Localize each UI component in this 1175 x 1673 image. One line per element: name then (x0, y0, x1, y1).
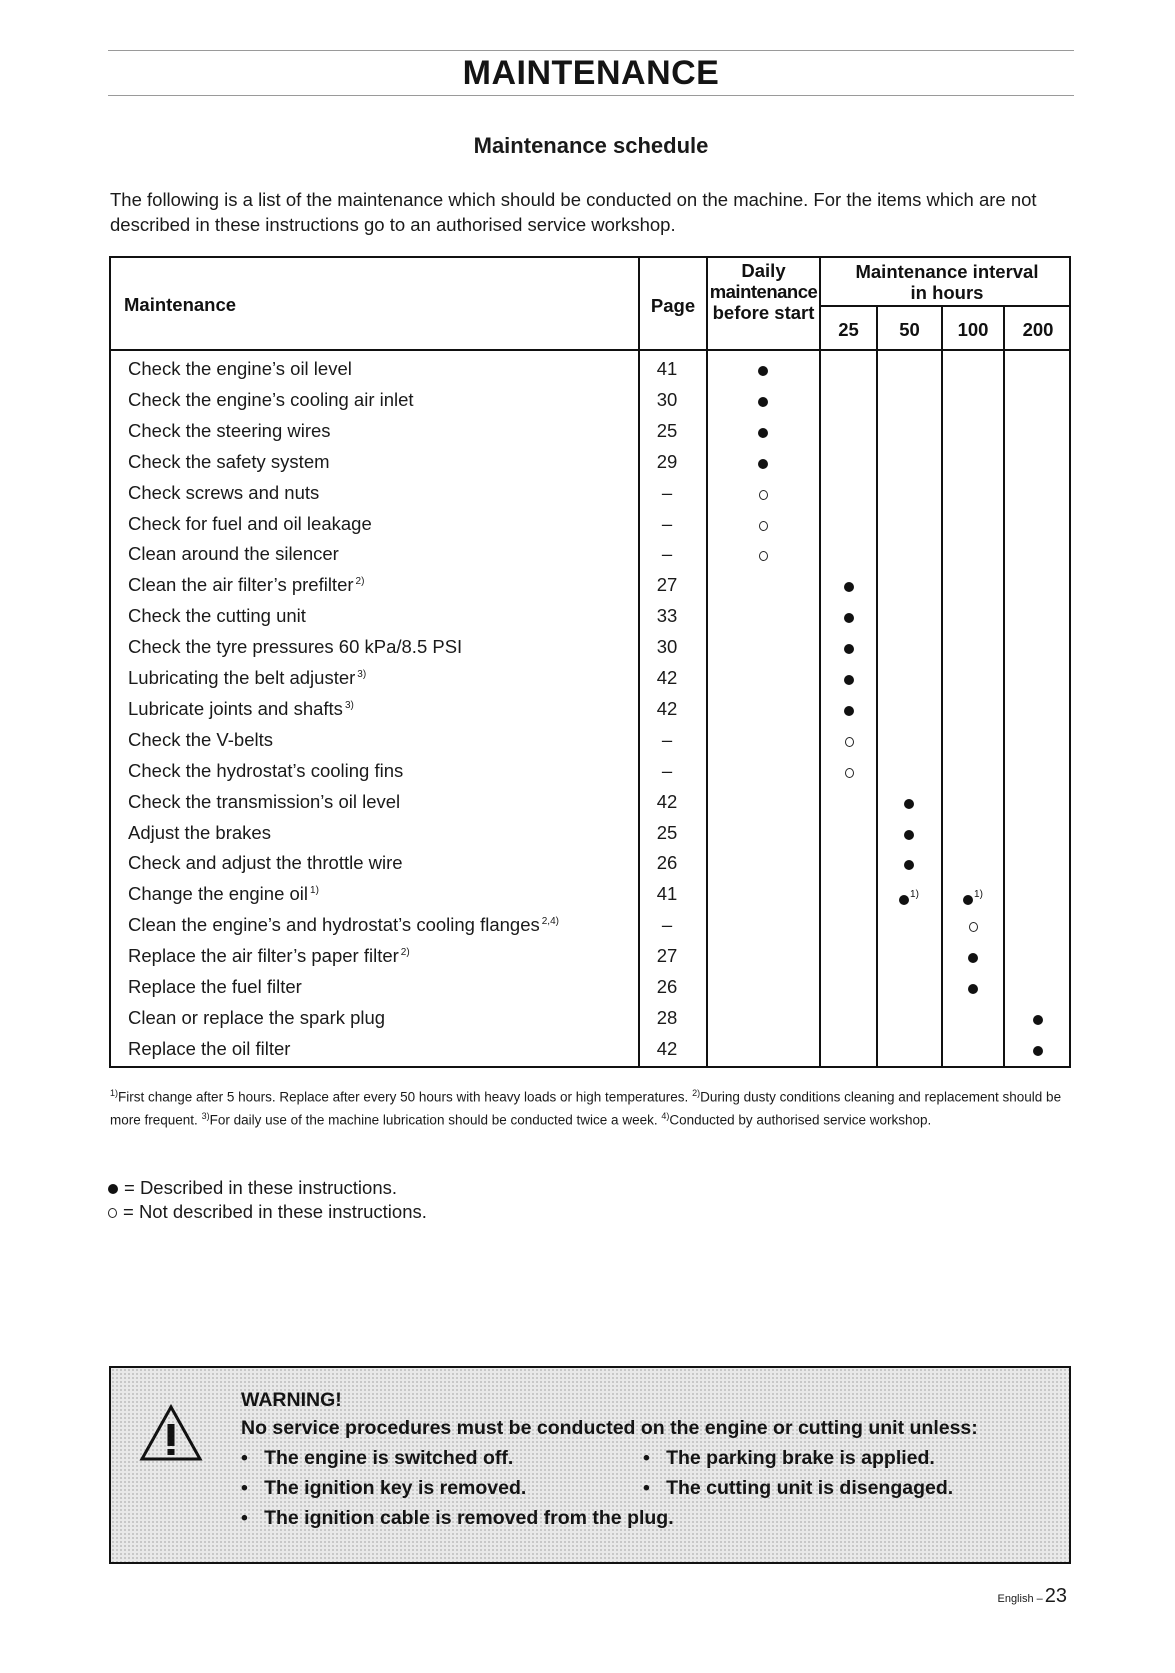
section-title: Maintenance schedule (473, 133, 709, 158)
row-task-note: 2) (400, 947, 410, 958)
row-task (128, 883, 319, 905)
filled-dot-icon (1033, 1046, 1043, 1056)
row-page: – (661, 543, 673, 564)
row-task-text: Clean or replace the spark plug (128, 1007, 386, 1028)
open-circle-icon (845, 737, 854, 747)
mark-note: 1) (910, 889, 919, 900)
row-task-text: Clean the engine’s and hydrostat’s cooling flanges (128, 914, 540, 935)
schedule-mark (748, 452, 778, 474)
filled-dot-icon (963, 895, 973, 905)
row-task-text: Adjust the brakes (128, 822, 271, 843)
schedule-mark (894, 853, 924, 875)
row-task-note: 3) (344, 700, 354, 711)
warning-item-text: The cutting unit is disengaged. (666, 1477, 954, 1499)
row-page: 42 (656, 791, 678, 812)
row-page: 33 (656, 605, 678, 626)
filled-dot-icon (844, 706, 854, 716)
legend-described-text: = Described in these instructions. (124, 1177, 398, 1198)
row-page: 27 (656, 945, 678, 966)
row-task-text: Check the hydrostat’s cooling fins (128, 760, 404, 781)
filled-dot-icon (758, 366, 768, 376)
row-page: 26 (656, 852, 678, 873)
row-task (128, 976, 302, 998)
title-underline (108, 95, 1074, 96)
filled-dot-icon (904, 830, 914, 840)
row-task-text: Clean around the silencer (128, 543, 339, 564)
warning-item: • The ignition cable is removed from the plug. (241, 1507, 674, 1529)
warning-item-text: The ignition cable is removed from the plug. (264, 1507, 674, 1529)
row-page: 28 (656, 1007, 678, 1028)
row-page: 25 (656, 822, 678, 843)
row-page: 42 (656, 698, 678, 719)
header-page: Page (650, 295, 696, 316)
col-divider (1003, 306, 1005, 1066)
filled-dot-icon (904, 799, 914, 809)
row-task (128, 698, 354, 720)
open-circle-icon (969, 922, 978, 932)
schedule-mark (894, 884, 924, 910)
header-interval-2: in hours (910, 282, 984, 303)
schedule-mark (748, 421, 778, 443)
row-page: 30 (656, 636, 678, 657)
col-divider (876, 306, 878, 1066)
row-task-text: Replace the oil filter (128, 1038, 291, 1059)
open-circle-icon (108, 1208, 117, 1218)
schedule-mark (748, 514, 778, 536)
header-daily-3: before start (712, 302, 815, 323)
filled-dot-icon (844, 675, 854, 685)
row-task-text: Check the safety system (128, 451, 330, 472)
filled-dot-icon (904, 860, 914, 870)
schedule-mark (748, 359, 778, 381)
filled-dot-icon (899, 895, 909, 905)
row-task-text: Change the engine oil (128, 883, 309, 904)
filled-dot-icon (844, 613, 854, 623)
filled-dot-icon (968, 984, 978, 994)
footnote-2: During dusty conditions cleaning and replacement should be more frequent. (110, 1089, 1062, 1127)
header-100-hours: 100 (957, 319, 989, 340)
schedule-mark (1023, 1039, 1053, 1061)
row-task-note: 2) (355, 576, 365, 587)
col-divider (706, 258, 708, 1066)
warning-item: • The parking brake is applied. (643, 1447, 935, 1469)
header-daily-1: Daily (741, 260, 786, 281)
legend-described (108, 1177, 397, 1199)
schedule-mark (748, 544, 778, 566)
warning-item: • The cutting unit is disengaged. (643, 1477, 954, 1499)
maintenance-schedule-table (109, 256, 1071, 1068)
row-page: – (661, 729, 673, 750)
filled-dot-icon (758, 397, 768, 407)
footnote-4: Conducted by authorised service workshop. (669, 1112, 932, 1127)
row-task-text: Check and adjust the throttle wire (128, 852, 403, 873)
row-page: – (661, 914, 673, 935)
open-circle-icon (759, 521, 768, 531)
row-task-text: Clean the air filter’s prefilter (128, 574, 354, 595)
warning-item: • The engine is switched off. (241, 1447, 514, 1469)
col-divider (819, 258, 821, 1066)
top-rule (108, 50, 1074, 51)
footnote-4-marker: 4) (661, 1110, 670, 1121)
row-task (128, 760, 403, 782)
filled-dot-icon (108, 1184, 118, 1194)
schedule-mark (834, 699, 864, 721)
schedule-mark (748, 390, 778, 412)
row-task (128, 513, 372, 535)
warning-item-text: The parking brake is applied. (666, 1447, 935, 1469)
row-task-text: Check the tyre pressures 60 kPa/8.5 PSI (128, 636, 463, 657)
header-daily-2: maintenance (709, 281, 818, 302)
filled-dot-icon (844, 644, 854, 654)
warning-box (109, 1366, 1071, 1564)
row-task (128, 636, 462, 658)
row-task-text: Check the engine’s cooling air inlet (128, 389, 414, 410)
schedule-mark (834, 575, 864, 597)
schedule-mark (834, 730, 864, 752)
row-task-text: Check the engine’s oil level (128, 358, 352, 379)
legend-not-described-text: = Not described in these instructions. (123, 1201, 427, 1222)
col-divider (941, 306, 943, 1066)
row-task-note: 2,4) (541, 916, 559, 927)
warning-item-text: The engine is switched off. (264, 1447, 514, 1469)
schedule-mark (958, 915, 988, 937)
schedule-mark (834, 637, 864, 659)
footer-language: English – (997, 1593, 1043, 1605)
row-task (128, 543, 339, 565)
warning-item-text: The ignition key is removed. (264, 1477, 527, 1499)
row-page: – (661, 513, 673, 534)
schedule-mark (958, 946, 988, 968)
row-page: 29 (656, 451, 678, 472)
row-task (128, 852, 403, 874)
footnote-3-marker: 3) (201, 1110, 210, 1121)
row-task (128, 1007, 385, 1029)
page-number: 23 (1044, 1585, 1067, 1607)
row-task-text: Check the V-belts (128, 729, 273, 750)
row-task-text: Lubricating the belt adjuster (128, 667, 356, 688)
row-task-text: Lubricate joints and shafts (128, 698, 343, 719)
row-task (128, 914, 559, 936)
row-task-text: Check the transmission’s oil level (128, 791, 401, 812)
footnote-3: For daily use of the machine lubrication should be conducted twice a week. (209, 1112, 658, 1127)
filled-dot-icon (968, 953, 978, 963)
row-task-note: 1) (310, 885, 319, 896)
open-circle-icon (845, 768, 854, 778)
mark-note: 1) (974, 889, 983, 900)
row-task (128, 945, 410, 967)
footnote-1-marker: 1) (110, 1088, 119, 1098)
filled-dot-icon (758, 428, 768, 438)
footnote-1: First change after 5 hours. Replace after every 50 hours with heavy loads or high temperatures. (118, 1089, 689, 1105)
footnote-2-marker: 2) (692, 1088, 701, 1098)
row-page: 30 (656, 389, 678, 410)
row-task-text: Check the steering wires (128, 420, 331, 441)
filled-dot-icon (844, 582, 854, 592)
row-task-text: Replace the fuel filter (128, 976, 302, 997)
warning-lead: No service procedures must be conducted on the engine or cutting unit unless: (241, 1417, 978, 1439)
open-circle-icon (759, 490, 768, 500)
warning-triangle-icon (139, 1404, 203, 1462)
row-task (128, 574, 364, 596)
schedule-mark (834, 668, 864, 690)
row-task (128, 451, 330, 473)
intro-paragraph: The following is a list of the maintenance which should be conducted on the machine. For the items which are not described in these instructions go to an authorised service workshop. (110, 189, 1037, 235)
row-task (128, 389, 414, 411)
schedule-mark (748, 483, 778, 505)
row-task-text: Replace the air filter’s paper filter (128, 945, 399, 966)
row-task (128, 729, 273, 751)
schedule-mark (834, 606, 864, 628)
row-page: 42 (656, 667, 678, 688)
row-task (128, 358, 352, 380)
schedule-mark (894, 823, 924, 845)
warning-item: • The ignition key is removed. (241, 1477, 527, 1499)
filled-dot-icon (758, 459, 768, 469)
header-25-hours: 25 (838, 319, 859, 340)
row-task-text: Check screws and nuts (128, 482, 320, 503)
warning-heading: WARNING! (241, 1389, 342, 1411)
row-task (128, 482, 319, 504)
interval-header-line (819, 305, 1069, 307)
row-page: 25 (656, 420, 678, 441)
schedule-mark (958, 977, 988, 999)
row-page: 27 (656, 574, 678, 595)
page-title: MAINTENANCE (462, 54, 720, 92)
row-page: 26 (656, 976, 678, 997)
row-page: 41 (656, 883, 678, 904)
row-task (128, 822, 271, 844)
row-task (128, 667, 366, 689)
header-bottom-line (111, 349, 1069, 351)
header-maintenance: Maintenance (124, 294, 237, 315)
row-task (128, 791, 400, 813)
row-task-note: 3) (357, 669, 367, 680)
row-page: 42 (656, 1038, 678, 1059)
footnotes (110, 1084, 1070, 1129)
header-200-hours: 200 (1022, 319, 1054, 340)
schedule-mark (1023, 1008, 1053, 1030)
legend-not-described (108, 1201, 427, 1223)
schedule-mark (894, 792, 924, 814)
header-interval-1: Maintenance interval (855, 261, 1039, 282)
row-task (128, 420, 331, 442)
schedule-mark (834, 761, 864, 783)
page-footer (997, 1585, 1067, 1608)
schedule-mark (958, 884, 988, 910)
open-circle-icon (759, 551, 768, 561)
row-task-text: Check for fuel and oil leakage (128, 513, 372, 534)
row-task (128, 605, 306, 627)
row-page: – (661, 482, 673, 503)
row-task-text: Check the cutting unit (128, 605, 306, 626)
row-page: 41 (656, 358, 678, 379)
filled-dot-icon (1033, 1015, 1043, 1025)
header-50-hours: 50 (899, 319, 920, 340)
row-page: – (661, 760, 673, 781)
row-task (128, 1038, 290, 1060)
